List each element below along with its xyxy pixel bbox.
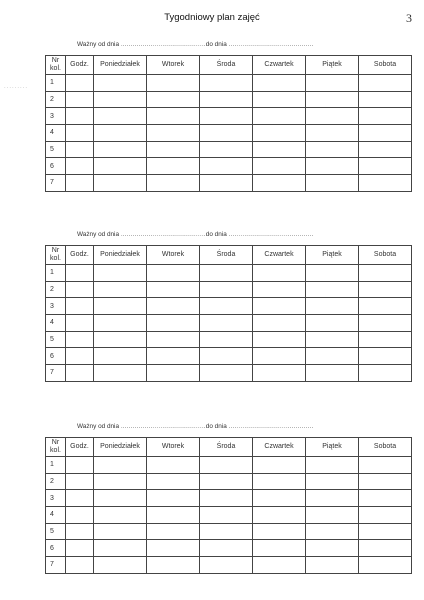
schedule-cell[interactable] bbox=[253, 91, 306, 108]
schedule-cell[interactable] bbox=[306, 141, 359, 158]
schedule-cell[interactable] bbox=[359, 523, 412, 540]
schedule-cell[interactable] bbox=[66, 141, 94, 158]
schedule-cell[interactable] bbox=[306, 175, 359, 192]
schedule-cell[interactable] bbox=[306, 91, 359, 108]
schedule-cell[interactable] bbox=[359, 315, 412, 332]
schedule-cell[interactable] bbox=[200, 125, 253, 142]
schedule-cell[interactable] bbox=[94, 348, 147, 365]
schedule-cell[interactable] bbox=[94, 365, 147, 382]
schedule-cell[interactable] bbox=[147, 298, 200, 315]
schedule-cell[interactable] bbox=[253, 141, 306, 158]
schedule-cell[interactable] bbox=[253, 298, 306, 315]
schedule-cell[interactable] bbox=[66, 540, 94, 557]
column-header: Sobota bbox=[359, 56, 412, 75]
schedule-cell[interactable] bbox=[200, 281, 253, 298]
schedule-cell[interactable] bbox=[253, 557, 306, 574]
column-header: Piątek bbox=[306, 246, 359, 265]
schedule-cell[interactable] bbox=[306, 557, 359, 574]
column-header: Środa bbox=[200, 56, 253, 75]
table-row bbox=[46, 91, 412, 108]
schedule-cell[interactable] bbox=[306, 331, 359, 348]
schedule-cell[interactable] bbox=[253, 490, 306, 507]
column-header: Godz. bbox=[66, 56, 94, 75]
table-row bbox=[46, 158, 412, 175]
schedule-cell[interactable] bbox=[94, 473, 147, 490]
valid-from-label: Ważny od dnia bbox=[77, 423, 120, 430]
schedule-cell[interactable] bbox=[253, 265, 306, 282]
schedule-cell[interactable] bbox=[200, 457, 253, 474]
schedule-cell[interactable] bbox=[66, 108, 94, 125]
table-row bbox=[46, 473, 412, 490]
column-header-nr-kol bbox=[46, 56, 66, 75]
schedule-cell[interactable] bbox=[147, 75, 200, 92]
column-header: Czwartek bbox=[253, 438, 306, 457]
schedule-cell[interactable] bbox=[253, 348, 306, 365]
schedule-cell[interactable] bbox=[253, 125, 306, 142]
schedule-cell[interactable] bbox=[94, 175, 147, 192]
row-number: 7 bbox=[46, 175, 66, 192]
header-row bbox=[46, 56, 412, 75]
schedule-cell[interactable] bbox=[253, 281, 306, 298]
column-header: Czwartek bbox=[253, 246, 306, 265]
schedule-cell[interactable] bbox=[94, 557, 147, 574]
schedule-cell[interactable] bbox=[66, 281, 94, 298]
table-row bbox=[46, 141, 412, 158]
column-header-nr-kol bbox=[46, 438, 66, 457]
schedule-cell[interactable] bbox=[200, 141, 253, 158]
row-number: 3 bbox=[46, 108, 66, 125]
schedule-cell[interactable] bbox=[66, 523, 94, 540]
schedule-cell[interactable] bbox=[66, 507, 94, 524]
nr-kol-label-line: kol. bbox=[50, 447, 61, 454]
row-number: 4 bbox=[46, 125, 66, 142]
schedule-cell[interactable] bbox=[306, 365, 359, 382]
schedule-cell[interactable] bbox=[147, 141, 200, 158]
schedule-cell[interactable] bbox=[147, 158, 200, 175]
nr-kol-label-line: kol. bbox=[50, 255, 61, 262]
schedule-cell[interactable] bbox=[200, 108, 253, 125]
schedule-cell[interactable] bbox=[200, 557, 253, 574]
schedule-cell[interactable] bbox=[94, 298, 147, 315]
schedule-table bbox=[45, 55, 412, 192]
row-number: 4 bbox=[46, 315, 66, 332]
column-header: Sobota bbox=[359, 246, 412, 265]
schedule-cell[interactable] bbox=[147, 91, 200, 108]
schedule-cell[interactable] bbox=[253, 457, 306, 474]
schedule-cell[interactable] bbox=[200, 507, 253, 524]
schedule-cell[interactable] bbox=[94, 75, 147, 92]
schedule-cell[interactable] bbox=[147, 523, 200, 540]
schedule-cell[interactable] bbox=[94, 141, 147, 158]
header-row bbox=[46, 246, 412, 265]
schedule-cell[interactable] bbox=[94, 91, 147, 108]
schedule-cell[interactable] bbox=[147, 175, 200, 192]
schedule-cell[interactable] bbox=[94, 158, 147, 175]
schedule-cell[interactable] bbox=[200, 331, 253, 348]
schedule-cell[interactable] bbox=[94, 457, 147, 474]
schedule-cell[interactable] bbox=[147, 507, 200, 524]
column-header: Czwartek bbox=[253, 56, 306, 75]
row-number: 5 bbox=[46, 141, 66, 158]
row-number: 1 bbox=[46, 265, 66, 282]
schedule-cell[interactable] bbox=[147, 490, 200, 507]
table-row bbox=[46, 125, 412, 142]
valid-to-field[interactable]: ........................................... bbox=[228, 231, 314, 238]
schedule-cell[interactable] bbox=[66, 91, 94, 108]
schedule-cell[interactable] bbox=[359, 540, 412, 557]
column-header: Piątek bbox=[306, 438, 359, 457]
schedule-cell[interactable] bbox=[66, 75, 94, 92]
schedule-cell[interactable] bbox=[66, 348, 94, 365]
schedule-cell[interactable] bbox=[359, 141, 412, 158]
column-header: Poniedziałek bbox=[94, 56, 147, 75]
schedule-cell[interactable] bbox=[306, 457, 359, 474]
table-row bbox=[46, 523, 412, 540]
schedule-cell[interactable] bbox=[94, 331, 147, 348]
schedule-cell[interactable] bbox=[253, 473, 306, 490]
table-row bbox=[46, 365, 412, 382]
schedule-cell[interactable] bbox=[200, 75, 253, 92]
row-number: 3 bbox=[46, 490, 66, 507]
schedule-cell[interactable] bbox=[359, 125, 412, 142]
column-header: Wtorek bbox=[147, 56, 200, 75]
schedule-cell[interactable] bbox=[306, 75, 359, 92]
table-row bbox=[46, 348, 412, 365]
schedule-cell[interactable] bbox=[359, 457, 412, 474]
schedule-cell[interactable] bbox=[66, 557, 94, 574]
schedule-cell[interactable] bbox=[306, 507, 359, 524]
column-header: Godz. bbox=[66, 438, 94, 457]
table-row bbox=[46, 298, 412, 315]
validity-line bbox=[77, 231, 313, 238]
schedule-cell[interactable] bbox=[359, 265, 412, 282]
table-row bbox=[46, 507, 412, 524]
schedule-cell[interactable] bbox=[94, 540, 147, 557]
column-header: Poniedziałek bbox=[94, 246, 147, 265]
schedule-cell[interactable] bbox=[147, 540, 200, 557]
valid-from-field[interactable]: ........................................... bbox=[120, 423, 206, 430]
table-row bbox=[46, 281, 412, 298]
schedule-cell[interactable] bbox=[66, 365, 94, 382]
schedule-cell[interactable] bbox=[200, 265, 253, 282]
schedule-table bbox=[45, 437, 412, 574]
table-row bbox=[46, 490, 412, 507]
schedule-cell[interactable] bbox=[147, 315, 200, 332]
margin-dots: ......... bbox=[4, 84, 29, 90]
schedule-cell[interactable] bbox=[253, 507, 306, 524]
table-row bbox=[46, 175, 412, 192]
table-row bbox=[46, 265, 412, 282]
schedule-cell[interactable] bbox=[147, 108, 200, 125]
row-number: 7 bbox=[46, 365, 66, 382]
table-row bbox=[46, 457, 412, 474]
column-header: Środa bbox=[200, 246, 253, 265]
schedule-cell[interactable] bbox=[200, 175, 253, 192]
schedule-cell[interactable] bbox=[66, 158, 94, 175]
schedule-cell[interactable] bbox=[200, 298, 253, 315]
column-header: Sobota bbox=[359, 438, 412, 457]
table-row bbox=[46, 331, 412, 348]
table-row bbox=[46, 108, 412, 125]
schedule-cell[interactable] bbox=[359, 91, 412, 108]
schedule-table bbox=[45, 245, 412, 382]
schedule-cell[interactable] bbox=[253, 75, 306, 92]
schedule-cell[interactable] bbox=[147, 473, 200, 490]
schedule-cell[interactable] bbox=[253, 331, 306, 348]
schedule-cell[interactable] bbox=[94, 490, 147, 507]
schedule-cell[interactable] bbox=[306, 108, 359, 125]
schedule-cell[interactable] bbox=[306, 158, 359, 175]
schedule-cell[interactable] bbox=[147, 125, 200, 142]
schedule-cell[interactable] bbox=[253, 315, 306, 332]
schedule-cell[interactable] bbox=[306, 523, 359, 540]
schedule-cell[interactable] bbox=[200, 540, 253, 557]
schedule-cell[interactable] bbox=[94, 523, 147, 540]
schedule-cell[interactable] bbox=[200, 473, 253, 490]
header-row bbox=[46, 438, 412, 457]
schedule-cell[interactable] bbox=[359, 75, 412, 92]
row-number: 2 bbox=[46, 281, 66, 298]
schedule-cell[interactable] bbox=[359, 473, 412, 490]
nr-kol-label-line: Nr bbox=[51, 439, 60, 446]
table-row bbox=[46, 315, 412, 332]
schedule-cell[interactable] bbox=[253, 540, 306, 557]
schedule-cell[interactable] bbox=[200, 523, 253, 540]
table-row bbox=[46, 75, 412, 92]
schedule-cell[interactable] bbox=[359, 298, 412, 315]
schedule-cell[interactable] bbox=[253, 158, 306, 175]
schedule-cell[interactable] bbox=[253, 108, 306, 125]
valid-to-label: do dnia bbox=[205, 231, 227, 238]
table-row bbox=[46, 557, 412, 574]
schedule-cell[interactable] bbox=[66, 265, 94, 282]
nr-kol-label-line: kol. bbox=[50, 65, 61, 72]
schedule-cell[interactable] bbox=[66, 473, 94, 490]
schedule-cell[interactable] bbox=[147, 557, 200, 574]
schedule-cell[interactable] bbox=[200, 348, 253, 365]
schedule-cell[interactable] bbox=[66, 490, 94, 507]
column-header: Godz. bbox=[66, 246, 94, 265]
schedule-cell[interactable] bbox=[359, 281, 412, 298]
row-number: 6 bbox=[46, 158, 66, 175]
schedule-cell[interactable] bbox=[66, 175, 94, 192]
column-header: Poniedziałek bbox=[94, 438, 147, 457]
column-header-nr-kol bbox=[46, 246, 66, 265]
schedule-cell[interactable] bbox=[147, 281, 200, 298]
schedule-cell[interactable] bbox=[306, 281, 359, 298]
validity-line bbox=[77, 41, 313, 48]
row-number: 1 bbox=[46, 457, 66, 474]
row-number: 6 bbox=[46, 540, 66, 557]
schedule-cell[interactable] bbox=[359, 331, 412, 348]
schedule-cell[interactable] bbox=[359, 175, 412, 192]
schedule-cell[interactable] bbox=[94, 507, 147, 524]
schedule-cell[interactable] bbox=[94, 125, 147, 142]
page-title: Tygodniowy plan zajęć bbox=[164, 12, 260, 23]
valid-from-label: Ważny od dnia bbox=[77, 41, 120, 48]
valid-from-field[interactable]: ........................................... bbox=[120, 231, 206, 238]
schedule-cell[interactable] bbox=[147, 265, 200, 282]
schedule-cell[interactable] bbox=[66, 315, 94, 332]
schedule-cell[interactable] bbox=[306, 473, 359, 490]
row-number: 4 bbox=[46, 507, 66, 524]
row-number: 5 bbox=[46, 331, 66, 348]
schedule-cell[interactable] bbox=[359, 365, 412, 382]
row-number: 2 bbox=[46, 473, 66, 490]
schedule-cell[interactable] bbox=[147, 331, 200, 348]
schedule-cell[interactable] bbox=[306, 298, 359, 315]
schedule-cell[interactable] bbox=[253, 523, 306, 540]
schedule-cell[interactable] bbox=[66, 298, 94, 315]
schedule-cell[interactable] bbox=[359, 108, 412, 125]
schedule-cell[interactable] bbox=[94, 281, 147, 298]
row-number: 1 bbox=[46, 75, 66, 92]
row-number: 3 bbox=[46, 298, 66, 315]
column-header: Wtorek bbox=[147, 246, 200, 265]
column-header: Piątek bbox=[306, 56, 359, 75]
schedule-cell[interactable] bbox=[147, 365, 200, 382]
row-number: 2 bbox=[46, 91, 66, 108]
valid-to-field[interactable]: ........................................... bbox=[228, 41, 314, 48]
schedule-cell[interactable] bbox=[66, 125, 94, 142]
schedule-cell[interactable] bbox=[253, 175, 306, 192]
schedule-cell[interactable] bbox=[94, 265, 147, 282]
schedule-cell[interactable] bbox=[306, 348, 359, 365]
nr-kol-label-line: Nr bbox=[51, 247, 60, 254]
schedule-cell[interactable] bbox=[66, 331, 94, 348]
schedule-cell[interactable] bbox=[200, 490, 253, 507]
valid-from-field[interactable]: ........................................... bbox=[120, 41, 206, 48]
schedule-cell[interactable] bbox=[359, 158, 412, 175]
nr-kol-label-line: Nr bbox=[51, 57, 60, 64]
valid-to-field[interactable]: ........................................... bbox=[228, 423, 314, 430]
schedule-cell[interactable] bbox=[94, 315, 147, 332]
schedule-cell[interactable] bbox=[200, 158, 253, 175]
schedule-cell[interactable] bbox=[359, 348, 412, 365]
schedule-cell[interactable] bbox=[359, 557, 412, 574]
schedule-cell[interactable] bbox=[359, 490, 412, 507]
row-number: 6 bbox=[46, 348, 66, 365]
schedule-cell[interactable] bbox=[253, 365, 306, 382]
schedule-cell[interactable] bbox=[200, 365, 253, 382]
schedule-cell[interactable] bbox=[147, 457, 200, 474]
schedule-cell[interactable] bbox=[306, 540, 359, 557]
schedule-cell[interactable] bbox=[200, 315, 253, 332]
schedule-cell[interactable] bbox=[200, 91, 253, 108]
valid-from-label: Ważny od dnia bbox=[77, 231, 120, 238]
valid-to-label: do dnia bbox=[205, 41, 227, 48]
schedule-cell[interactable] bbox=[66, 457, 94, 474]
schedule-cell[interactable] bbox=[306, 490, 359, 507]
schedule-cell[interactable] bbox=[306, 125, 359, 142]
schedule-cell[interactable] bbox=[94, 108, 147, 125]
row-number: 7 bbox=[46, 557, 66, 574]
row-number: 5 bbox=[46, 523, 66, 540]
valid-to-label: do dnia bbox=[205, 423, 227, 430]
page-number: 3 bbox=[406, 11, 412, 25]
validity-line bbox=[77, 423, 313, 430]
schedule-cell[interactable] bbox=[359, 507, 412, 524]
column-header: Wtorek bbox=[147, 438, 200, 457]
column-header: Środa bbox=[200, 438, 253, 457]
schedule-cell[interactable] bbox=[306, 315, 359, 332]
schedule-cell[interactable] bbox=[306, 265, 359, 282]
table-row bbox=[46, 540, 412, 557]
schedule-cell[interactable] bbox=[147, 348, 200, 365]
